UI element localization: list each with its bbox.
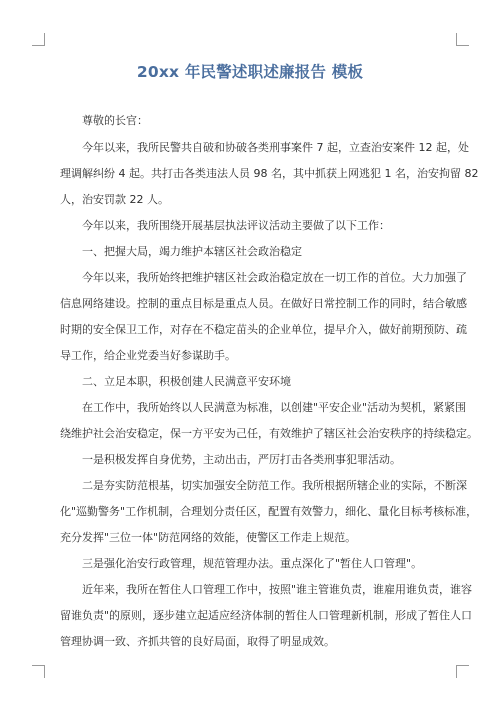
paragraph-line: 理调解纠纷 4 起。共打击各类违法人员 98 名，其中抓获上网逃犯 1 名，治安拘留 82: [60, 167, 479, 180]
paragraph-line: 留谁负责"的原则，逐步建立起适应经济体制的暂住人口管理新机制，形成了暂住人口: [60, 609, 473, 622]
paragraph-line: 在工作中，我所始终以人民满意为标准，以创建"平安企业"活动为契机，紧紧围: [82, 401, 467, 414]
paragraph-line: 时期的安全保卫工作，对存在不稳定苗头的企业单位，提早介入，做好前期预防、疏: [60, 323, 467, 336]
crop-mark-bottom-right: [456, 665, 469, 678]
document-title: 20xx 年民警述职述廉报告 模板: [136, 63, 364, 81]
paragraph-line: 绕维护社会治安稳定，保一方平安为己任，有效维护了辖区社会治安秩序的持续稳定。: [60, 427, 478, 440]
paragraph-line: 化"巡勤警务"工作机制，合理划分责任区，配置有效警力，细化、量化目标考核标准，: [60, 505, 478, 518]
paragraph-line: 近年来，我所在暂住人口管理工作中，按照"谁主管谁负责，谁雇用谁负责，谁容: [82, 583, 473, 596]
paragraph-line: 今年以来，我所始终把维护辖区社会政治稳定放在一切工作的首位。大力加强了: [82, 271, 467, 284]
paragraph-line: 信息网络建设。控制的重点目标是重点人员。在做好日常控制工作的同时，结合敏感: [60, 297, 467, 310]
paragraph-line: 充分发挥"三位一体"防范网络的效能，使警区工作走上规范。: [60, 531, 357, 544]
section-heading: 一、把握大局，竭力维护本辖区社会政治稳定: [82, 245, 302, 258]
crop-mark-bottom-left: [32, 665, 45, 678]
paragraph-line: 三是强化治安行政管理，规范管理办法。重点深化了"暂住人口管理"。: [82, 557, 423, 570]
paragraph-line: 导工作，给企业党委当好参谋助手。: [60, 349, 236, 362]
paragraph-line: 管理协调一致、齐抓共管的良好局面，取得了明显成效。: [60, 635, 335, 648]
crop-mark-top-right: [456, 33, 469, 46]
paragraph-line: 今年以来，我所围绕开展基层执法评议活动主要做了以下工作：: [82, 219, 390, 232]
section-heading: 二、立足本职，积极创建人民满意平安环境: [82, 375, 291, 388]
crop-mark-top-left: [32, 33, 45, 46]
salutation: 尊敬的长官：: [82, 114, 148, 127]
paragraph-line: 今年以来，我所民警共自破和协破各类刑事案件 7 起，立查治安案件 12 起，处: [82, 141, 469, 154]
paragraph-line: 二是夯实防范根基，切实加强安全防范工作。我所根据所辖企业的实际，不断深: [82, 479, 467, 492]
paragraph-line: 一是积极发挥自身优势，主动出击，严厉打击各类刑事犯罪活动。: [82, 453, 401, 466]
paragraph-line: 人，治安罚款 22 人。: [60, 193, 169, 206]
